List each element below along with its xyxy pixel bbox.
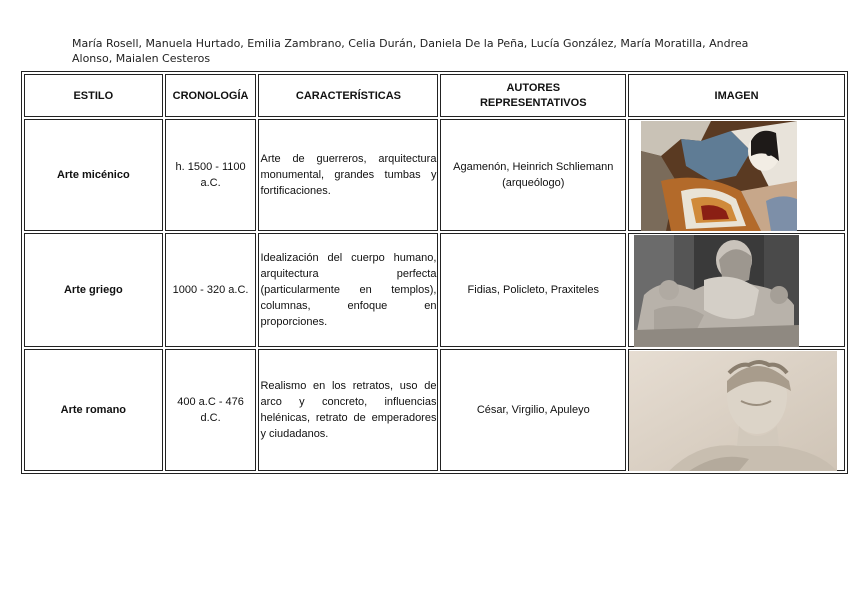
table-row	[24, 119, 845, 231]
cell-cronologia: h. 1500 - 1100 a.C.	[165, 119, 257, 231]
cell-cronologia: 400 a.C - 476 d.C.	[165, 349, 257, 471]
header-cronologia: CRONOLOGÍA	[165, 74, 257, 117]
cell-autores: Fidias, Policleto, Praxiteles	[440, 233, 626, 347]
art-styles-table	[21, 71, 848, 474]
cell-estilo: Arte micénico	[24, 119, 163, 231]
cell-imagen	[628, 233, 845, 347]
authors-line: María Rosell, Manuela Hurtado, Emilia Zambrano, Celia Durán, Daniela De la Peña, Lucía González, María Moratilla, Andrea Alonso, Maialen Cesteros	[72, 37, 749, 65]
table-row	[24, 349, 845, 471]
table-header-row	[24, 74, 845, 117]
cell-estilo: Arte griego	[24, 233, 163, 347]
mycenaean-fresco-image	[641, 121, 797, 231]
header-estilo: ESTILO	[24, 74, 163, 117]
header-autores: AUTORES REPRESENTATIVOS	[440, 74, 626, 117]
greek-sculpture-image	[634, 235, 799, 347]
header-imagen: IMAGEN	[628, 74, 845, 117]
cell-caracteristicas: Realismo en los retratos, uso de arco y concreto, influencias helénicas, retrato de emperadores y ciudadanos.	[258, 349, 438, 471]
cell-imagen	[628, 349, 845, 471]
cell-imagen	[628, 119, 845, 231]
cell-cronologia: 1000 - 320 a.C.	[165, 233, 257, 347]
cell-caracteristicas: Idealización del cuerpo humano, arquitectura perfecta (particularmente en templos), columnas, enfoque en proporciones.	[258, 233, 438, 347]
roman-bust-image	[629, 351, 837, 471]
cell-autores: Agamenón, Heinrich Schliemann (arqueólogo)	[440, 119, 626, 231]
cell-estilo: Arte romano	[24, 349, 163, 471]
cell-caracteristicas: Arte de guerreros, arquitectura monumental, grandes tumbas y fortificaciones.	[258, 119, 438, 231]
cell-autores: César, Virgilio, Apuleyo	[440, 349, 626, 471]
header-caracteristicas: CARACTERÍSTICAS	[258, 74, 438, 117]
table-row	[24, 233, 845, 347]
